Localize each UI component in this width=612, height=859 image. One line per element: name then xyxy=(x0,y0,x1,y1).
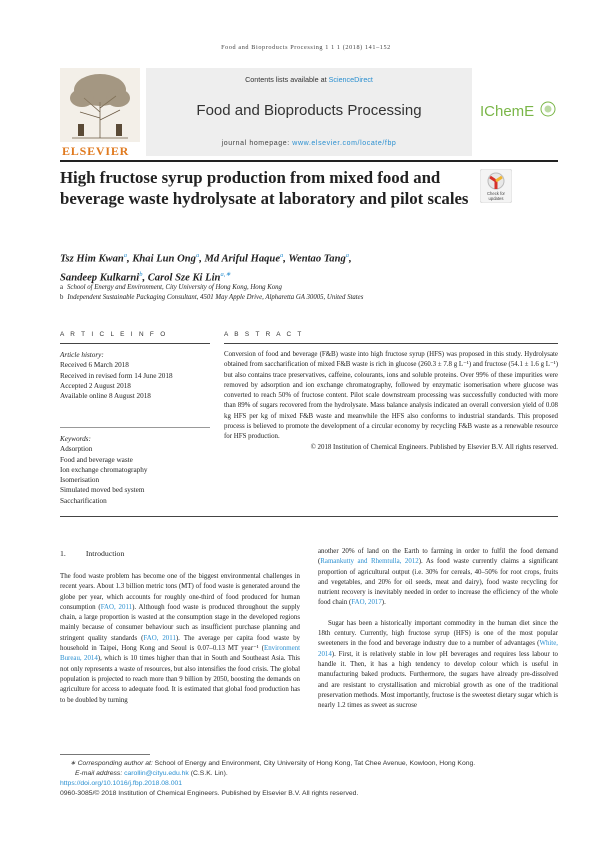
footnote-rule xyxy=(60,754,150,755)
intro-text: ). As food waste currently claims a significant proportion of agricultural output (i.e. 30% for cereals, 40–50% for root crops, fruits and vegetables, and 20% for oil seeds, meat and dairy), food waste recycling for nutrient recovery is inevitably needed in order to increase the efficiency of the whole food chain ( xyxy=(318,558,558,607)
intro-text: ), which is 10 times higher than that in South and Southeast Asia. This not only represents a waste of resources, but also intensifies the food crisis. The global population is projected to reach more than 9 billion by 2050, boosting the demands on agriculture for access to adequate food. It is estimated that global food production has to be doubled by turning xyxy=(60,655,300,704)
keyword: Isomerisation xyxy=(60,476,100,485)
intro-text: ). The average per capita food waste by household in Taipei, Hong Kong and Seoul is 0.07–0.13 MT year⁻¹ ( xyxy=(60,634,300,653)
history-item: Available online 8 August 2018 xyxy=(60,392,151,401)
abstract-bottom-rule xyxy=(60,516,558,517)
section-number: 1. xyxy=(60,549,66,558)
elsevier-wordmark: ELSEVIER xyxy=(62,144,130,158)
keyword: Ion exchange chromatography xyxy=(60,465,148,474)
keywords xyxy=(60,434,210,506)
citation-link[interactable]: Environment Bureau, 2014 xyxy=(60,645,300,663)
contents-prefix: Contents lists available at xyxy=(245,75,327,84)
affiliation xyxy=(60,283,560,293)
article-title: High fructose syrup production from mixed food and beverage waste hydrolysate at laboratory and pilot scales xyxy=(60,168,469,208)
affiliation-mark: a xyxy=(60,284,64,291)
intro-left-column xyxy=(60,572,300,706)
affiliation xyxy=(60,293,560,303)
citation-link[interactable]: Ramankutty and Rhemtulla, 2012 xyxy=(320,558,419,566)
keyword: Simulated moved bed system xyxy=(60,486,145,495)
keyword: Adsorption xyxy=(60,445,93,454)
author-affil-mark[interactable]: a xyxy=(345,252,350,259)
journal-masthead xyxy=(60,68,558,156)
intro-right-column xyxy=(318,547,558,711)
contents-line xyxy=(146,75,472,84)
author-affil-mark[interactable]: b xyxy=(139,271,143,279)
footnote xyxy=(60,759,558,799)
email-line xyxy=(60,769,558,779)
abstract-heading: A B S T R A C T xyxy=(224,331,304,338)
author-name[interactable]: Wentao Tang xyxy=(288,253,346,265)
intro-text: Sugar has been a historically important commodity in the human diet since the 18th century. Currently, high fructose syrup (HFS) is one of the most popular sweeteners in the food and beverage industry due to a number of advantages ( xyxy=(318,619,558,648)
article-history xyxy=(60,350,210,401)
section-title: Introduction xyxy=(85,549,125,558)
homepage-prefix: journal homepage: xyxy=(221,140,290,147)
abstract-rule xyxy=(224,343,558,344)
intro-paragraph xyxy=(318,547,558,609)
intro-text: ). Although food waste is produced throughout the supply chain, a large proportion is wasted at the consumption stage in the developed regions mainly because of consumer behaviour such as insufficient purchase planning and stringent quality standards ( xyxy=(60,603,300,642)
masthead-rule xyxy=(60,160,558,162)
intro-text: ). First, it is relatively stable in low pH beverages and requires less labour to handle it. Then, it has a high tendency to develop colour which is useful in manufacturing baked products. Furthermore, the sugars have already pre-dissolved and are resistant to crystallisation and microbial growth as one of the traditional preservation methods. Most importantly, fructose is the sweetest dietary sugar which is nearly 1.2 times as sweet as sucrose xyxy=(318,650,558,710)
crossmark-text-2: updates xyxy=(488,196,504,201)
abstract xyxy=(224,350,558,453)
affiliations xyxy=(60,283,560,303)
corr-label: ∗ Corresponding author at: xyxy=(70,760,153,767)
running-head: Food and Bioproducts Processing 1 1 1 (2018) 141–152 xyxy=(221,44,391,51)
abstract-copyright: © 2018 Institution of Chemical Engineers. Published by Elsevier B.V. All rights reserved. xyxy=(310,443,558,451)
author-affil-mark[interactable]: a xyxy=(195,252,200,259)
corr-text: School of Energy and Environment, City University of Hong Kong, Tat Chee Avenue, Kowloon, Hong Kong. xyxy=(154,760,476,767)
citation-link[interactable]: White, 2014 xyxy=(318,640,558,658)
journal-homepage xyxy=(146,140,472,147)
intro-paragraph xyxy=(318,619,558,712)
author-name[interactable]: Md Ariful Haque xyxy=(204,253,281,265)
citation-link[interactable]: FAO, 2011 xyxy=(143,634,176,642)
history-label: Article history: xyxy=(60,351,104,359)
keyword: Saccharification xyxy=(60,496,107,505)
icheme-wordmark: IChemE xyxy=(480,103,535,120)
author-name[interactable]: Tsz Him Kwan xyxy=(60,253,124,265)
intro-text: another 20% of land on the Earth to farming in order to fulfil the food demand ( xyxy=(318,548,558,566)
author-name[interactable]: Khai Lun Ong xyxy=(132,253,196,265)
crossmark-icon xyxy=(480,169,512,203)
email-link[interactable]: carollin@cityu.edu.hk xyxy=(124,770,189,778)
issn-line: 0960-3085/© 2018 Institution of Chemical Engineers. Published by Elsevier B.V. All rights reserved. xyxy=(60,790,359,798)
intro-text: The food waste problem has become one of the biggest environmental challenges in recent years. About 1.3 billion metric tons (MT) of food waste is generated around the globe per year, which accounts for roughly one-third of food produced for human consumption ( xyxy=(60,573,300,611)
affiliation-text: Independent Sustainable Packaging Consultant, 4501 May Apple Drive, Alpharetta GA 30005, United States xyxy=(67,294,364,301)
keywords-label: Keywords: xyxy=(60,435,91,443)
sciencedirect-link[interactable]: ScienceDirect xyxy=(328,75,373,84)
abstract-text: Conversion of food and beverage (F&B) waste into high fructose syrup (HFS) was proposed in this study. Hydrolysate obtained from saccharification of mixed F&B waste is rich in glucose (260.3 ± 7.8 g L⁻¹) and fructose (54.1 ± 1.6 g L⁻¹) but also contains trace preservatives, caffeine, colourants, ions and soluble proteins. Over 99% of these impurities were removed by adsorption and ion exchange chromatography, followed by enzymatic isomerisation where glucose was converted to reach 50% of fructose content. Pilot scale downstream processing was successfully conducted with more than 89% of sugars recovered from the hydrolysate. Mass balance analysis indicated an overall conversion yield of 0.08 kg HFS per kg of mixed F&B waste and meanwhile the HFS also conforms to industrial standards. This proposed process is believed to promote the development of a circular economy by recycling F&B waste as a renewable resource for HFS production. xyxy=(224,351,558,441)
author-name[interactable]: Sandeep Kulkarni xyxy=(60,272,140,284)
icheme-logo xyxy=(478,96,558,126)
journal-banner xyxy=(146,68,472,156)
author-name[interactable]: Carol Sze Ki Lin xyxy=(147,272,221,284)
author-list: Tsz Him Kwan$^a$, Khai Lun Ong$^a$, Md Ariful Haque$^a$, Wentao Tang$^a$, Sandeep Kulkarni$^b$, Carol Sze Ki Lin$^{a,∗}$ xyxy=(60,252,352,284)
email-label: E-mail address: xyxy=(75,770,123,778)
article-info-heading: A R T I C L E I N F O xyxy=(60,331,168,338)
history-item: Received in revised form 14 June 2018 xyxy=(60,371,173,380)
author-affil-mark[interactable]: a xyxy=(123,252,128,259)
intro-text: ). xyxy=(381,599,386,607)
affiliation-text: School of Energy and Environment, City University of Hong Kong, Hong Kong xyxy=(67,284,282,291)
author-affil-mark[interactable]: a xyxy=(280,252,284,259)
crossmark-badge[interactable] xyxy=(480,169,512,203)
author-affil-mark[interactable]: a,∗ xyxy=(220,271,231,279)
introduction-heading xyxy=(60,549,124,558)
elsevier-tree-icon xyxy=(60,68,140,142)
article-info-rule xyxy=(60,343,210,344)
homepage-link[interactable]: www.elsevier.com/locate/fbp xyxy=(292,140,397,147)
icheme-logo-icon xyxy=(478,96,558,126)
doi-link[interactable]: https://doi.org/10.1016/j.fbp.2018.08.001 xyxy=(60,780,183,788)
history-item: Accepted 2 August 2018 xyxy=(60,381,131,390)
history-item: Received 6 March 2018 xyxy=(60,361,129,370)
crossmark-text-1: Check for xyxy=(487,191,505,196)
elsevier-logo xyxy=(60,68,140,156)
journal-title: Food and Bioproducts Processing xyxy=(196,102,422,119)
affiliation-mark: b xyxy=(60,294,64,301)
info-divider xyxy=(60,427,210,428)
email-suffix: (C.S.K. Lin). xyxy=(190,770,228,778)
keyword: Food and beverage waste xyxy=(60,455,133,464)
citation-link[interactable]: FAO, 2011 xyxy=(100,603,133,611)
corresponding-author xyxy=(60,759,558,769)
citation-link[interactable]: FAO, 2017 xyxy=(351,599,382,607)
